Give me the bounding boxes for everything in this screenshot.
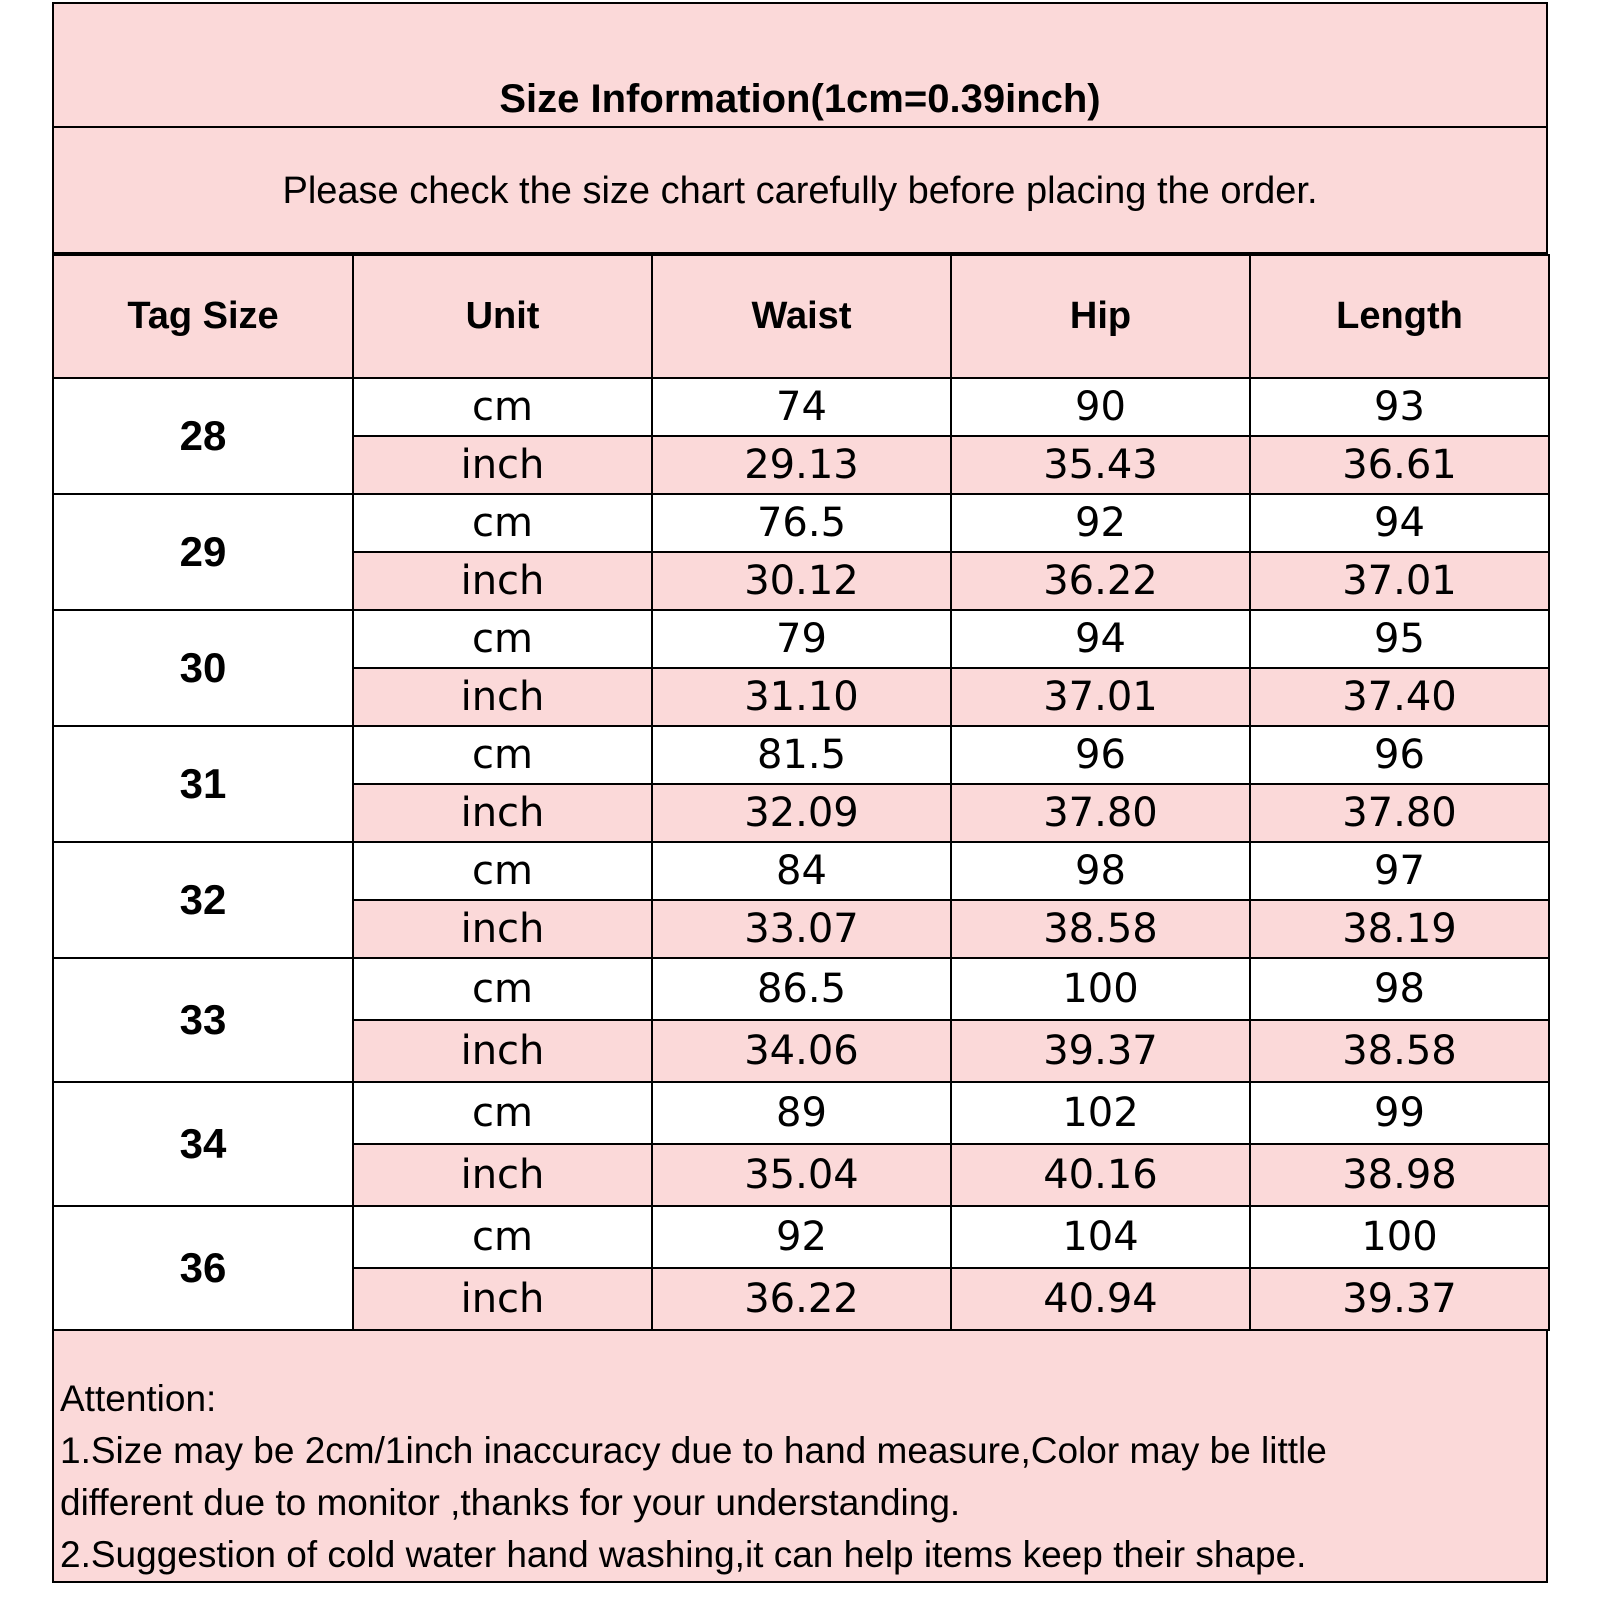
table-row-cm bbox=[53, 842, 1549, 900]
tag-size-cell: 28 bbox=[53, 378, 353, 494]
unit-cell: inch bbox=[353, 900, 652, 958]
table-row-cm bbox=[53, 1082, 1549, 1144]
hip-cell: 92 bbox=[951, 494, 1250, 552]
length-cell: 99 bbox=[1250, 1082, 1549, 1144]
header-length: Length bbox=[1250, 255, 1549, 378]
waist-cell: 32.09 bbox=[652, 784, 951, 842]
hip-cell: 100 bbox=[951, 958, 1250, 1020]
unit-cell: inch bbox=[353, 436, 652, 494]
unit-cell: inch bbox=[353, 552, 652, 610]
unit-cell: cm bbox=[353, 842, 652, 900]
unit-cell: inch bbox=[353, 1020, 652, 1082]
attention-line: 1.Size may be 2cm/1inch inaccuracy due to hand measure,Color may be little bbox=[60, 1430, 1327, 1471]
hip-cell: 35.43 bbox=[951, 436, 1250, 494]
unit-cell: cm bbox=[353, 726, 652, 784]
table-row-cm bbox=[53, 378, 1549, 436]
waist-cell: 36.22 bbox=[652, 1268, 951, 1330]
table-row-cm bbox=[53, 1206, 1549, 1268]
hip-cell: 40.16 bbox=[951, 1144, 1250, 1206]
length-cell: 97 bbox=[1250, 842, 1549, 900]
unit-cell: cm bbox=[353, 494, 652, 552]
length-cell: 38.58 bbox=[1250, 1020, 1549, 1082]
waist-cell: 89 bbox=[652, 1082, 951, 1144]
length-cell: 95 bbox=[1250, 610, 1549, 668]
tag-size-cell: 34 bbox=[53, 1082, 353, 1206]
length-cell: 37.40 bbox=[1250, 668, 1549, 726]
hip-cell: 36.22 bbox=[951, 552, 1250, 610]
hip-cell: 94 bbox=[951, 610, 1250, 668]
length-cell: 96 bbox=[1250, 726, 1549, 784]
hip-cell: 98 bbox=[951, 842, 1250, 900]
waist-cell: 84 bbox=[652, 842, 951, 900]
waist-cell: 29.13 bbox=[652, 436, 951, 494]
hip-cell: 37.80 bbox=[951, 784, 1250, 842]
hip-cell: 90 bbox=[951, 378, 1250, 436]
tag-size-cell: 30 bbox=[53, 610, 353, 726]
size-chart-notice: Please check the size chart carefully before placing the order. bbox=[52, 128, 1548, 254]
unit-cell: cm bbox=[353, 1082, 652, 1144]
tag-size-cell: 29 bbox=[53, 494, 353, 610]
table-row-cm bbox=[53, 494, 1549, 552]
unit-cell: cm bbox=[353, 958, 652, 1020]
hip-cell: 102 bbox=[951, 1082, 1250, 1144]
waist-cell: 81.5 bbox=[652, 726, 951, 784]
unit-cell: inch bbox=[353, 1144, 652, 1206]
unit-cell: cm bbox=[353, 610, 652, 668]
tag-size-cell: 33 bbox=[53, 958, 353, 1082]
tag-size-cell: 36 bbox=[53, 1206, 353, 1330]
header-tag-size: Tag Size bbox=[53, 255, 353, 378]
length-cell: 39.37 bbox=[1250, 1268, 1549, 1330]
table-row-cm bbox=[53, 726, 1549, 784]
header-unit: Unit bbox=[353, 255, 652, 378]
attention-note bbox=[52, 1331, 1548, 1583]
unit-cell: inch bbox=[353, 668, 652, 726]
waist-cell: 74 bbox=[652, 378, 951, 436]
header-hip: Hip bbox=[951, 255, 1250, 378]
table-row-cm bbox=[53, 958, 1549, 1020]
waist-cell: 33.07 bbox=[652, 900, 951, 958]
length-cell: 38.19 bbox=[1250, 900, 1549, 958]
waist-cell: 86.5 bbox=[652, 958, 951, 1020]
unit-cell: inch bbox=[353, 784, 652, 842]
tag-size-cell: 31 bbox=[53, 726, 353, 842]
length-cell: 36.61 bbox=[1250, 436, 1549, 494]
waist-cell: 34.06 bbox=[652, 1020, 951, 1082]
attention-heading: Attention: bbox=[60, 1378, 217, 1419]
hip-cell: 104 bbox=[951, 1206, 1250, 1268]
hip-cell: 96 bbox=[951, 726, 1250, 784]
unit-cell: cm bbox=[353, 378, 652, 436]
size-chart-title: Size Information(1cm=0.39inch) bbox=[52, 2, 1548, 128]
length-cell: 94 bbox=[1250, 494, 1549, 552]
unit-cell: inch bbox=[353, 1268, 652, 1330]
waist-cell: 35.04 bbox=[652, 1144, 951, 1206]
waist-cell: 79 bbox=[652, 610, 951, 668]
length-cell: 100 bbox=[1250, 1206, 1549, 1268]
waist-cell: 31.10 bbox=[652, 668, 951, 726]
hip-cell: 40.94 bbox=[951, 1268, 1250, 1330]
length-cell: 37.01 bbox=[1250, 552, 1549, 610]
tag-size-cell: 32 bbox=[53, 842, 353, 958]
header-waist: Waist bbox=[652, 255, 951, 378]
waist-cell: 30.12 bbox=[652, 552, 951, 610]
size-table bbox=[52, 254, 1550, 1331]
length-cell: 98 bbox=[1250, 958, 1549, 1020]
length-cell: 38.98 bbox=[1250, 1144, 1549, 1206]
waist-cell: 92 bbox=[652, 1206, 951, 1268]
hip-cell: 37.01 bbox=[951, 668, 1250, 726]
hip-cell: 38.58 bbox=[951, 900, 1250, 958]
size-table-header bbox=[53, 255, 1549, 378]
hip-cell: 39.37 bbox=[951, 1020, 1250, 1082]
unit-cell: cm bbox=[353, 1206, 652, 1268]
header-row bbox=[53, 255, 1549, 378]
size-table-body bbox=[53, 378, 1549, 1330]
table-row-cm bbox=[53, 610, 1549, 668]
length-cell: 37.80 bbox=[1250, 784, 1549, 842]
size-chart bbox=[52, 2, 1548, 1583]
length-cell: 93 bbox=[1250, 378, 1549, 436]
attention-line: different due to monitor ,thanks for your understanding. bbox=[60, 1482, 961, 1523]
attention-line: 2.Suggestion of cold water hand washing,it can help items keep their shape. bbox=[60, 1534, 1307, 1575]
waist-cell: 76.5 bbox=[652, 494, 951, 552]
